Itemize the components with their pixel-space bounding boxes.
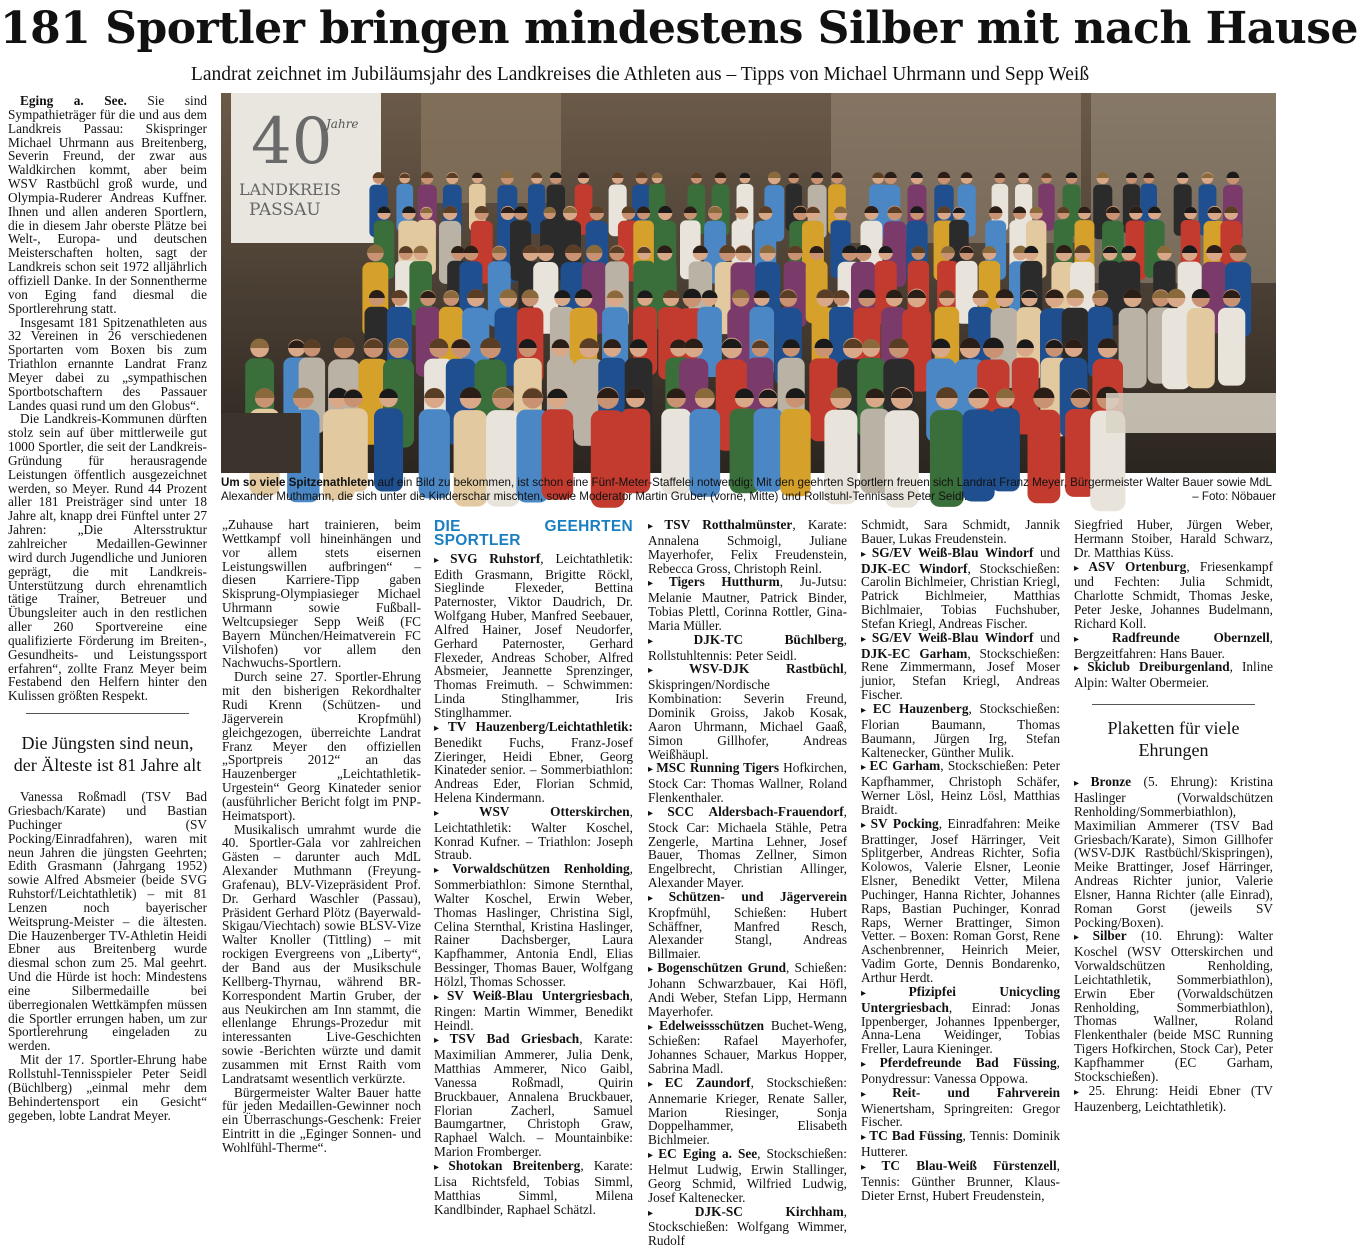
person-body (1162, 308, 1190, 389)
club-name: Vorwaldschützen Renholding (452, 861, 630, 876)
club-name: Pferdefreunde Bad Füssing (880, 1055, 1057, 1070)
honoree-names: , Schießen: Johann Schwarzbauer, Kai Höfl, Andi Weber, Stefan Lipp, Hermann Mayerhofer. (648, 960, 847, 1019)
banner-word: Jahre (323, 117, 359, 131)
honoree-names: Wienertsham, Springreiten: Gregor Fischer. (861, 1101, 1060, 1130)
honoree-entry (434, 862, 633, 989)
caption-text: auf ein Bild zu bekommen, ist schon eine Fünf-Meter-Staffelei notwendig: Mit den geehrten Sportlern freuen sich Landrat Franz Meyer, Bürgermeister Walter Bauer sowie MdL Alexander Muthmann, die sich unter die Kinderschar mischten, sowie Moderator Martin Gruber (vorne, Mitte) und Rollstuhl-Tennisass Peter Seidl. (221, 476, 1272, 503)
paragraph: Durch seine 27. Sportler-Ehrung mit den bisherigen Rekordhalter Rudi Krenn (Schützen- und Jägerverein Kropfmühl) gleichgezogen, überreichte Landrat Franz Meyer den offiziellen „Sportpreis 2012“ an das Hauzenberger „Leichtathletik-Urgestein“ Georg Kinateder senior (ausführlicher Bericht folgt im PNP-Heimatsport). (222, 670, 421, 822)
honoree-names: , Stockschießen: Peter Kapfhammer, Christoph Schäfer, Werner Lösl, Heinz Lösl, Matthias Braidt. (861, 758, 1060, 817)
plaques-list (1074, 775, 1273, 1113)
honoree-entry (648, 662, 847, 761)
club-name: Skiclub Dreiburgenland (1087, 659, 1229, 674)
club-name: TC Bad Füssing (869, 1128, 962, 1143)
section-subtitle: Die Jüngsten sind neun, der Älteste ist 81 Jahre alt (8, 732, 207, 776)
club-name: TSV Bad Griesbach (450, 1031, 580, 1046)
bullet-icon: ▸ (648, 1079, 665, 1090)
paragraph: Mit der 17. Sportler-Ehrung habe Rollstuhl-Tennisspieler Peter Seidl (Büchlberg) „einmal mehr dem Behindertensport ein Gesicht“ gegeben, lobte Landrat Meyer. (8, 1053, 207, 1122)
honoree-entry (648, 518, 847, 575)
banner-number: 40 (251, 105, 332, 179)
honoree-names: , Stockschießen: Helmut Ludwig, Erwin Stallinger, Georg Schmid, Wilfried Ludwig, Josef Kaltenecker. (648, 1146, 847, 1205)
honoree-entry (648, 890, 847, 961)
banner-text-1: LANDKREIS (239, 180, 341, 199)
divider (26, 713, 189, 714)
honoree-entry (434, 1159, 633, 1216)
bullet-icon: ▸ (648, 1022, 659, 1033)
photo-credit: – Foto: Nöbauer (1192, 490, 1276, 504)
club-name: EC Eging a. See (658, 1146, 757, 1161)
honoree-entry (1074, 660, 1273, 690)
continued-text: Schmidt, Sara Schmidt, Jannik Bauer, Lukas Freudenstein. (861, 518, 1060, 546)
bullet-icon: ▸ (1074, 1087, 1089, 1098)
club-name: ASV Ortenburg (1088, 559, 1186, 574)
honoree-names: , Stockschießen: Annemarie Krieger, Renate Saller, Marion Riesinger, Sonja Doppelhammer, Elisabeth Bichlmeier. (648, 1075, 847, 1147)
honoree-entry (861, 546, 1060, 631)
bullet-icon: ▸ (648, 636, 694, 647)
honorees-list-col4 (648, 518, 847, 1248)
honoree-names: , Skispringen/Nordische Kombination: Severin Freund, Dominik Groiss, Jakob Kosak, Aaron Uhrmann, Michael Gaaß, Simon Gillhofer, Andreas Weißhäupl. (648, 661, 847, 761)
honorees-list-col3 (434, 552, 633, 1217)
honoree-names: , Karate: Maximilian Ammerer, Julia Denk, Matthias Ammerer, Nico Gaibl, Vanessa Roßmadl, Quirin Bruckbauer, Annalena Bruckbauer, Florian Zacherl, Samuel Baumgartner, Christoph Graw, Raphael Walch. – Mountainbike: Marion Fromberger. (434, 1031, 633, 1159)
club-name: WSV-DJK Rastbüchl (689, 661, 844, 676)
honoree-names: , Tennis: Dominik Hutterer. (861, 1128, 1060, 1159)
honoree-names: und (1033, 630, 1060, 645)
bullet-icon: ▸ (1074, 563, 1088, 574)
honoree-names: , Karate: Annalena Schmoigl, Juliane Mayerhofer, Felix Freudenstein, Rebecca Gross, Christoph Reinl. (648, 517, 847, 576)
bullet-icon: ▸ (434, 992, 447, 1003)
bullet-icon: ▸ (861, 549, 872, 560)
club-name: TC Blau-Weiß Fürstenzell (882, 1158, 1057, 1173)
club-name: DJK-EC Windorf (861, 561, 967, 576)
club-name: Shotokan Breitenberg (448, 1158, 580, 1173)
honoree-names: , Bergzeitfahren: Hans Bauer. (1074, 630, 1273, 661)
honoree-entry (434, 1032, 633, 1159)
club-name: Pfizipfei Unicycling Untergriesbach (861, 984, 1060, 1015)
paragraph: Bürgermeister Walter Bauer hatte für jeden Medaillen-Gewinner noch ein Überraschungs-Geschenk: Freier Eintritt in die „Eginger Sonnen- und Wohlfühl-Therme“. (222, 1086, 421, 1155)
club-name: WSV Otterskirchen (479, 804, 630, 819)
column-6 (1074, 518, 1273, 1176)
honoree-entry (1074, 560, 1273, 631)
honoree-names: , Ponydressur: Vanessa Oppowa. (861, 1055, 1060, 1086)
bullet-icon: ▸ (861, 1132, 869, 1143)
honoree-entry (861, 1056, 1060, 1086)
honoree-names: , Friesenkampf und Fechten: Julia Schmidt, Charlotte Schmidt, Thomas Jeske, Peter Jeske, Johannes Budelmann, Richard Koll. (1074, 559, 1273, 631)
honoree-entry (861, 631, 1060, 702)
club-name: Silber (1093, 928, 1127, 943)
paragraph: Vanessa Roßmadl (TSV Bad Griesbach/Karate) und Bastian Puchinger (SV Pocking/Einradfahren), waren mit neun Jahren die jüngsten Geehrten; Edith Grasmann (Jahrgang 1952) sowie Alfred Absmeier (beide SVG Ruhstorf/Leichtathletik) – mit 81 Lenzen noch bayerischer Weitsprung-Meister – die ältesten. Die Hauzenberger TV-Athletin Heidi Ebner aus Breitenberg wurde diesmal schon zum 25. Mal geehrt. Und die Hürde ist hoch: Mindestens eine Silbermedaille bei überregionalen Wettkämpfen müssen die Sportler errungen haben, um zur Sportlerehrung eingeladen zu werden. (8, 790, 207, 1053)
paragraph (8, 94, 207, 316)
honoree-entry (1074, 631, 1273, 661)
bullet-icon: ▸ (861, 762, 869, 773)
plaques-subtitle: Plaketten für viele Ehrungen (1104, 717, 1243, 761)
club-name: DJK-SC Kirchham (695, 1204, 844, 1219)
honoree-entry (861, 985, 1060, 1056)
honoree-names: , Leichtathletik: Walter Koschel, Konrad Kufner. – Triathlon: Joseph Straub. (434, 804, 633, 863)
honoree-entry (434, 989, 633, 1033)
bullet-icon: ▸ (648, 764, 656, 775)
honoree-names: Buchet-Weng, Schießen: Rafael Mayerhofer, Johannes Schauer, Markus Hopper, Sabrina Madl. (648, 1018, 847, 1077)
honorees-heading: DIE GEEHRTEN SPORTLER (434, 520, 633, 548)
honoree-entry (434, 552, 633, 720)
honoree-names: Benedikt Fuchs, Franz-Josef Zieringer, Heidi Ebner, Georg Kinateder senior. – Sommerbiathlon: Andreas Eder, Florian Schmid, Helena Kindermann. (434, 735, 633, 805)
column-1 (8, 94, 207, 1176)
club-name: EC Hauzenberg (873, 701, 969, 716)
bullet-icon: ▸ (861, 1059, 880, 1070)
honoree-entry (861, 817, 1060, 985)
honoree-entry (861, 759, 1060, 816)
column-3 (434, 518, 633, 1176)
honoree-names: , Ringen: Martin Wimmer, Benedikt Heindl. (434, 988, 633, 1033)
paragraph: Insgesamt 181 Spitzenathleten aus 32 Vereinen in 26 verschiedenen Sportarten vom Boxen bis zum Triathlon ernannte Landrat Franz Meyer dabei zu „sympathischen Sportbotschaftern des Passauer Landes quasi rund um den Globus“. (8, 316, 207, 413)
bullet-icon: ▸ (648, 1150, 658, 1161)
honoree-names: , Stock Car: Michaela Stähle, Petra Zengerle, Martina Lehner, Josef Bauer, Thomas Zellner, Simon Engelbrecht, Christian Allinger, Alexander Mayer. (648, 804, 847, 890)
banner-text-2: PASSAU (249, 200, 321, 220)
bullet-icon: ▸ (1074, 634, 1112, 645)
club-name: TSV Rotthalmünster (664, 517, 792, 532)
honoree-entry (861, 1159, 1060, 1203)
club-name: SVG Ruhstorf (450, 551, 540, 566)
honoree-entry (648, 575, 847, 632)
divider (1092, 704, 1255, 705)
club-name: TV Hauzenberg/Leichtathletik: (448, 719, 633, 734)
honoree-names: , Leichtathletik: Edith Grasmann, Brigitte Röckl, Sieglinde Flexeder, Bettina Paternoster, Viktor Daudrich, Dr. Wolfgang Huber, Manfred Seebauer, Alfred Hainer, Josef Neudorfer, Gerhard Paternoster, Gerhard Flexeder, Andreas Schober, Alfred Absmeier, Jeannette Sprenzinger, Thomas Freimuth. – Schwimmen: Linda Stinglhammer, Iris Stinglhammer. (434, 551, 633, 720)
bullet-icon: ▸ (434, 808, 479, 819)
club-name: EC Garham (869, 758, 940, 773)
honoree-names: Hofkirchen, Stock Car: Thomas Wallner, Roland Flenkenthaler. (648, 760, 847, 805)
bullet-icon: ▸ (861, 820, 871, 831)
group-photo (221, 93, 1276, 473)
bullet-icon: ▸ (648, 1208, 695, 1219)
honoree-entry (648, 1019, 847, 1076)
honoree-names: , Stockschießen: Rene Zimmermann, Josef Moser junior, Stefan Kriegl, Andreas Fischer. (861, 646, 1060, 703)
honoree-entry (861, 1086, 1060, 1130)
honoree-entry (434, 720, 633, 805)
paragraph-text: Sie sind Sympathieträger für die und aus dem Landkreis Passau: Skispringer Michael Uhrmann aus Breitenberg, Severin Freund, der zwar aus Waldkirchen kommt, aber beim WSV Rastbüchl groß wurde, und Olympia-Ruderer Andreas Kuffner. Ihnen und allen anderen Sportlern, die in diesem Jahr oberste Plätze bei Welt-, Europa- und deutschen Meisterschaften holten, sagt der Landkreis schon seit 1972 alljährlich offiziell Danke. In der Sonnentherme von Eging fand diesmal die Sportlerehrung statt. (8, 93, 207, 316)
honoree-entry (861, 1129, 1060, 1159)
column-4 (648, 518, 847, 1176)
honoree-names: (5. Ehrung): Kristina Haslinger (Vorwaldschützen Renholding/Sommerbiathlon), Maximilian Ammerer (TSV Bad Griesbach/Karate), Simon Gillhofer (WSV-DJK Rastbüchl/Skispringen), Meike Brattinger, Josef Härringer, Andreas Richter junior, Valerie Elsner, Hanna Richter (alle Einrad), Roman Gorst (jeweils SV Pocking/Boxen). (1074, 774, 1273, 929)
bullet-icon: ▸ (434, 723, 448, 734)
club-name: SV Pocking (871, 816, 939, 831)
honoree-entry (648, 1147, 847, 1204)
honoree-names: , Inline Alpin: Walter Obermeier. (1074, 659, 1273, 690)
bullet-icon: ▸ (434, 1162, 448, 1173)
bullet-icon: ▸ (648, 808, 667, 819)
club-name: Edelweissschützen (659, 1018, 764, 1033)
club-name: Bogenschützen Grund (657, 960, 786, 975)
honoree-names: , Ju-Jutsu: Melanie Mautner, Patrick Binder, Tobias Plettl, Corinna Rottler, Gina-Maria Müller. (648, 574, 847, 633)
club-name: DJK-EC Garham (861, 646, 967, 661)
bullet-icon: ▸ (1074, 663, 1087, 674)
bullet-icon: ▸ (861, 1089, 892, 1100)
bullet-icon: ▸ (1074, 932, 1093, 943)
club-name: Schützen- und Jägerverein (669, 889, 847, 904)
bullet-icon: ▸ (434, 1035, 450, 1046)
honoree-names: Kropfmühl, Schießen: Hubert Schäffner, Manfred Resch, Alexander Stangl, Andreas Billmaier. (648, 905, 847, 962)
honoree-entry (648, 961, 847, 1018)
honoree-names: , Sommerbiathlon: Simone Sternthal, Walter Koschel, Erwin Weber, Thomas Haslinger, Christina Sigl, Celina Sternthal, Kristina Haslinger, Rainer Dachsberger, Laura Kapfhammer, Antonia Endl, Elias Bessinger, Thomas Bauer, Wolfgang Hölzl, Thomas Schosser. (434, 861, 633, 989)
honoree-names: , Rollstuhltennis: Peter Seidl. (648, 632, 847, 663)
honoree-entry (648, 1076, 847, 1147)
honoree-names: , Einradfahren: Meike Brattinger, Josef Härringer, Veit Splitgerber, Andreas Richter, Sofia Kolowos, Valerie Elsner, Leonie Elsner, Benedikt Vetter, Milena Puchinger, Hanna Richter, Johannes Raps, Bastian Puchinger, Konrad Raps, Werner Brattinger, Simon Vetter. – Boxen: Roman Gorst, Rene Aschenbrenner, Heinrich Meier, Vadim Gorte, Dennis Bondarenko, Arthur Herdt. (861, 816, 1060, 985)
honoree-names: , Stockschießen: Carolin Bichlmeier, Christian Kriegl, Patrick Bichlmeier, Matthias Bichlmaier, Tobias Fuchshuber, Stefan Kriegl, Andreas Fischer. (861, 561, 1060, 631)
honoree-names: , Einrad: Jonas Ippenberger, Johannes Ippenberger, Anna-Lena Weidinger, Tobias Freller, Laura Kieninger. (861, 1000, 1060, 1057)
honoree-entry (648, 633, 847, 663)
continued-text: Siegfried Huber, Jürgen Weber, Hermann Stoiber, Harald Schwarz, Dr. Matthias Küss. (1074, 518, 1273, 560)
club-name: Tigers Hutthurm (669, 574, 780, 589)
honoree-names: (10. Ehrung): Walter Koschel (WSV Otterskirchen und Vorwaldschützen Renholding, Leichtathletik, Sommerbiathlon), Erwin Eber (Vorwaldschützen Renholding, Sommerbiathlon), Thomas Wallner, Roland Flenkenthaler (beide MSC Running Tigers Hofkirchen, Stock Car), Peter Kapfhammer (EC Garham, Stockschießen). (1074, 928, 1273, 1083)
paragraph: „Zuhause hart trainieren, beim Wettkampf voll hineinhängen und vor allem stets eisernen Leistungswillen aufbringen“ – diesen Karriere-Tipp gaben Skisprung-Olympiasieger Michael Uhrmann sowie Fußball-Weltcupsieger Sepp Weiß (FC Bayern München/Heimatverein FC Vilshofen) vor allem den Nachwuchs-Sportlern. (222, 518, 421, 670)
bullet-icon: ▸ (1074, 778, 1091, 789)
club-name: DJK-TC Büchlberg (694, 632, 844, 647)
club-name: MSC Running Tigers (656, 760, 779, 775)
honoree-entry (648, 805, 847, 890)
honoree-entry (648, 761, 847, 805)
photo-caption (221, 476, 1276, 504)
honoree-names: , Tennis: Günther Brunner, Klaus-Dieter Ernst, Hubert Freudenstein, (861, 1158, 1060, 1203)
honoree-names: , Stockschießen: Florian Baumann, Thomas Baumann, Jürgen Irg, Stefan Kaltenecker, Günther Mulik. (861, 701, 1060, 760)
club-name: Bronze (1091, 774, 1131, 789)
club-name: SV Weiß-Blau Untergriesbach (447, 988, 630, 1003)
club-name: SCC Aldersbach-Frauendorf (667, 804, 843, 819)
column-5 (861, 518, 1060, 1176)
club-name: EC Zaundorf (665, 1075, 751, 1090)
honoree-entry (1074, 1084, 1273, 1114)
group-photo-illustration (221, 93, 1276, 473)
honoree-entry (1074, 929, 1273, 1083)
honoree-entry (861, 702, 1060, 759)
person-body (1187, 308, 1215, 388)
column-2 (222, 518, 421, 1176)
bullet-icon: ▸ (861, 1162, 882, 1173)
club-name: SG/EV Weiß-Blau Windorf (872, 545, 1034, 560)
dateline: Eging a. See. (20, 93, 127, 108)
club-name: Reit- und Fahrverein (892, 1085, 1060, 1100)
honorees-list-col6 (1074, 560, 1273, 691)
caption-lead: Um so viele Spitzenathleten (221, 476, 374, 489)
honoree-names: und (1033, 545, 1060, 560)
bullet-icon: ▸ (861, 988, 909, 999)
honoree-names: , Stockschießen: Wolfgang Wimmer, Rudolf (648, 1204, 847, 1248)
subheadline: Landrat zeichnet im Jubiläumsjahr des Landkreises die Athleten aus – Tipps von Michael Uhrmann und Sepp Weiß (0, 62, 1280, 88)
bullet-icon: ▸ (434, 555, 450, 566)
bullet-icon: ▸ (434, 865, 452, 876)
honoree-entry (434, 805, 633, 862)
person-body (1218, 308, 1245, 386)
bullet-icon: ▸ (648, 964, 657, 975)
club-name: Radfreunde Obernzell (1112, 630, 1270, 645)
honoree-names: 25. Ehrung: Heidi Ebner (TV Hauzenberg, Leichtathletik). (1074, 1083, 1273, 1114)
honorees-list-col5 (861, 546, 1060, 1203)
paragraph: Die Landkreis-Kommunen dürften stolz sein auf über mittlerweile gut 1000 Sportler, die seit der Landkreis-Gründung für herausragende Leistungen öffentlich ausgezeichnet werden, so Meyer. Rund 44 Prozent aller 181 Preisträger sind unter 18 Jahre alt, knapp drei Fünftel unter 27 Jahren: „Die Altersstruktur zahlreicher Medaillen-Gewinner wird durch Jugendliche und Junioren geprägt, die mit Landkreis-Unterstützung durch ehrenamtlich tätige Trainer, Betreuer und Übungsleiter auch in den restlichen aller 260 Sportvereine eine qualifizierte Förderung im Breiten-, Gesundheits- und Leistungssport erfahren“, zollte Franz Meyer beim Festabend den Helfern hinter den Kulissen größten Respekt. (8, 412, 207, 703)
bullet-icon: ▸ (861, 634, 872, 645)
headline: 181 Sportler bringen mindestens Silber mit nach Hause (0, 4, 1280, 54)
honoree-names: , Karate: Lisa Richtsfeld, Tobias Simml, Matthias Simml, Milena Kandlbinder, Raphael Schätzl. (434, 1158, 633, 1217)
honoree-entry (648, 1205, 847, 1248)
bullet-icon: ▸ (648, 578, 669, 589)
bullet-icon: ▸ (648, 893, 669, 904)
bullet-icon: ▸ (648, 521, 664, 532)
bullet-icon: ▸ (648, 665, 689, 676)
honoree-entry (1074, 775, 1273, 929)
paragraph: Musikalisch umrahmt wurde die 40. Sportler-Gala vor zahlreichen Gästen – darunter auch MdL Alexander Muthmann (Freyung-Grafenau), BLV-Vizepräsident Prof. Dr. Gerhard Waschler (Passau), Präsident Gerhard Plötz (Bayerwald-Skigau/Viechtach) sowie BLSV-Vize Walter Knoller (Tittling) – mit rockigen Evergreens von „Liberty“, der Band aus der Musikschule Kellberg-Thyrnau, während BR-Korrespondent Martin Gruber, der aus Neukirchen am Inn stammt, die ellenlange Ehrungs-Prozedur mit interessanten Live-Geschichten sowie -Berichten würzte und damit zusammen mit Ernst Raith vom Landratsamt wesentlich verkürzte. (222, 823, 421, 1086)
bullet-icon: ▸ (861, 705, 873, 716)
club-name: SG/EV Weiß-Blau Windorf (872, 630, 1034, 645)
